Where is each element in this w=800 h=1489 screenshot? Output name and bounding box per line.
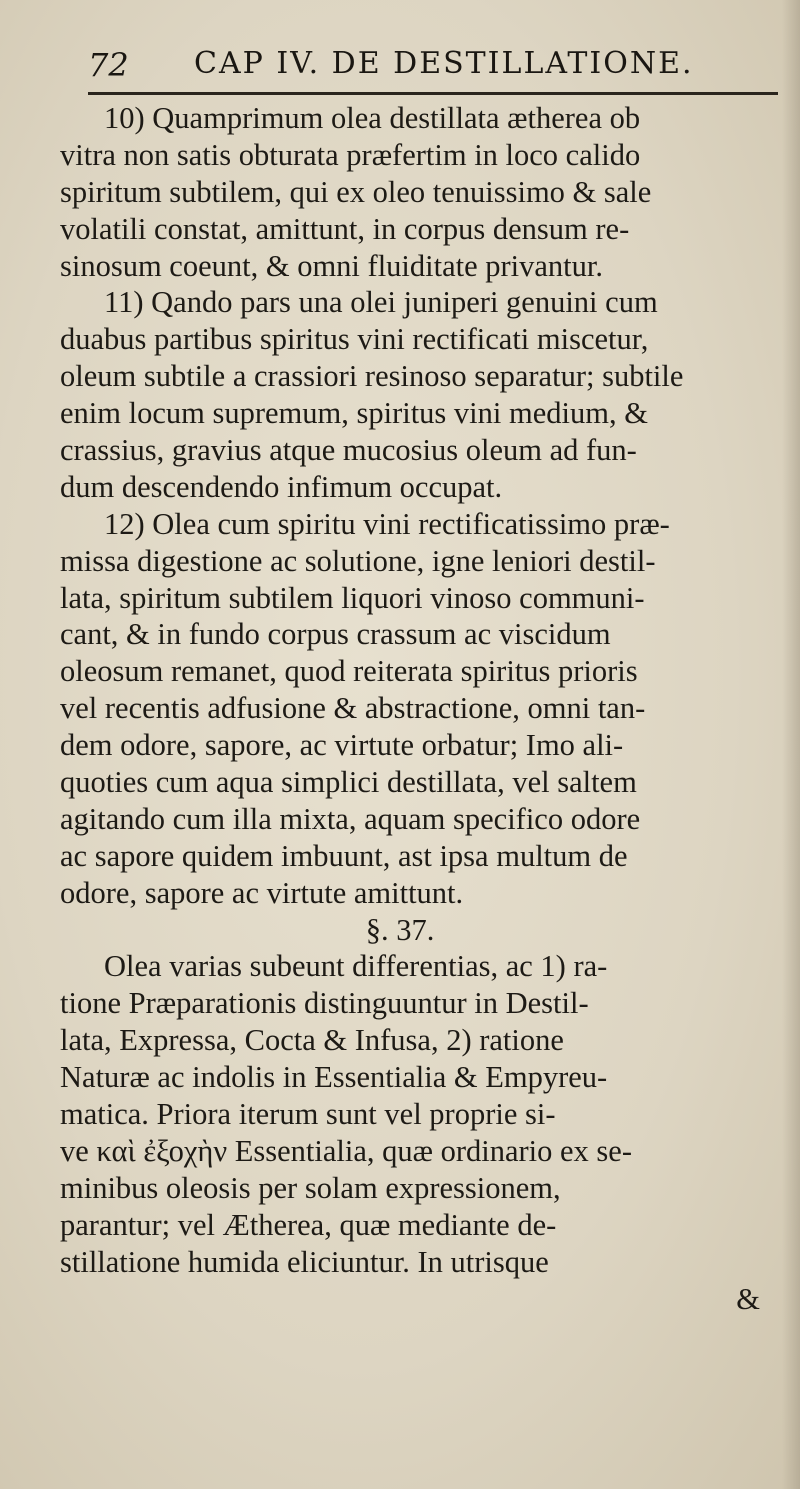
page-edge-shadow <box>782 0 800 1489</box>
page-header <box>88 40 778 90</box>
text-line: Olea varias subeunt differentias, ac 1) ra- <box>104 949 608 984</box>
text-line: duabus partibus spiritus vini rectificati miscetur, <box>60 322 649 357</box>
section-heading: §. 37. <box>365 912 435 947</box>
page-number: 72 <box>88 46 129 84</box>
catchword: & <box>736 1281 760 1316</box>
text-line: matica. Priora iterum sunt vel proprie si- <box>60 1097 556 1132</box>
text-line: crassius, gravius atque mucosius oleum ad fun- <box>60 433 637 468</box>
text-line: missa digestione ac solutione, igne leniori destil- <box>60 543 656 578</box>
text-line: 11) Qando pars una olei juniperi genuini cum <box>104 285 658 320</box>
text-line: parantur; vel Ætherea, quæ mediante de- <box>60 1207 557 1242</box>
text-line: stillatione humida eliciuntur. In utrisque <box>60 1244 549 1279</box>
text-line: oleum subtile a crassiori resinoso separatur; subtile <box>60 359 684 394</box>
text-line: sinosum coeunt, & omni fluiditate privantur. <box>60 248 603 283</box>
header-rule <box>88 92 778 95</box>
text-line: oleosum remanet, quod reiterata spiritus prioris <box>60 654 638 689</box>
text-line: spiritum subtilem, qui ex oleo tenuissimo & sale <box>60 174 652 209</box>
text-line: 10) Quamprimum olea destillata ætherea ob <box>104 101 641 135</box>
text-line: ac sapore quidem imbuunt, ast ipsa multum de <box>60 838 628 873</box>
text-line: cant, & in fundo corpus crassum ac viscidum <box>60 617 611 652</box>
text-line: tione Præparationis distinguuntur in Destil- <box>60 986 589 1021</box>
text-line: agitando cum illa mixta, aquam specifico odore <box>60 801 641 836</box>
text-line: vel recentis adfusione & abstractione, omni tan- <box>60 691 646 726</box>
text-line: quoties cum aqua simplici destillata, vel saltem <box>60 765 637 800</box>
text-line: enim locum supremum, spiritus vini medium, & <box>60 396 648 431</box>
text-line: Naturæ ac indolis in Essentialia & Empyreu- <box>60 1060 608 1095</box>
text-line: 12) Olea cum spiritu vini rectificatissimo præ- <box>104 506 670 541</box>
text-line: odore, sapore ac virtute amittunt. <box>60 875 464 910</box>
text-line: ve καὶ ἐξοχὴν Essentialia, quæ ordinario ex se- <box>60 1133 632 1168</box>
text-line: dum descendendo infimum occupat. <box>60 469 503 504</box>
running-head: CAP IV. DE DESTILLATIONE. <box>194 46 694 81</box>
text-line: lata, Expressa, Cocta & Infusa, 2) ratione <box>60 1023 564 1058</box>
text-line: vitra non satis obturata præfertim in loco calido <box>60 137 641 172</box>
body-text <box>60 100 780 1317</box>
text-line: volatili constat, amittunt, in corpus densum re- <box>60 211 630 246</box>
text-line: dem odore, sapore, ac virtute orbatur; Imo ali- <box>60 728 624 763</box>
text-line: lata, spiritum subtilem liquori vinoso communi- <box>60 580 645 615</box>
text-line: minibus oleosis per solam expressionem, <box>60 1170 561 1205</box>
